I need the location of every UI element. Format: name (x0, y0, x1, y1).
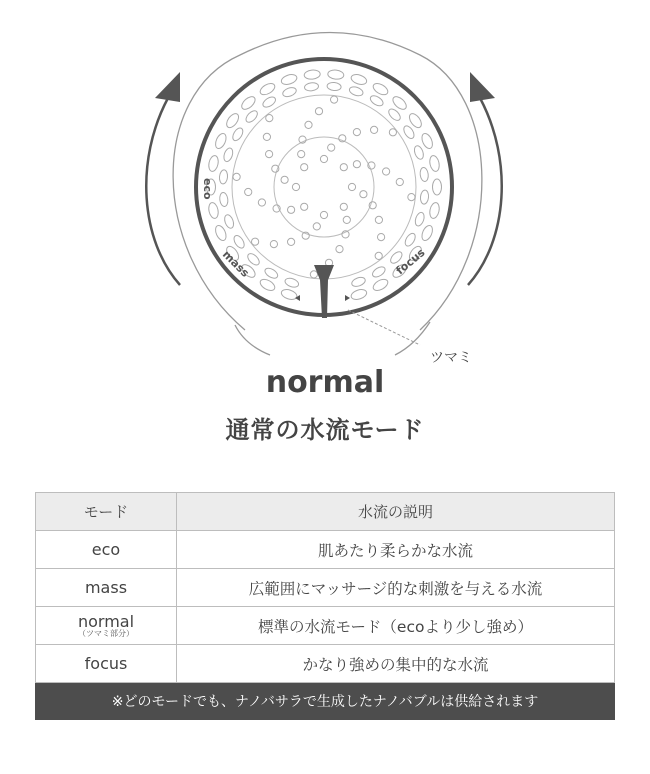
knob-leader-line (348, 310, 420, 345)
mode-subtitle: 通常の水流モード (225, 416, 425, 444)
nozzle (428, 155, 440, 173)
nozzle (310, 271, 317, 278)
nozzle (263, 133, 270, 140)
nozzle (331, 96, 338, 103)
nozzle (284, 277, 300, 289)
nozzle (408, 194, 415, 201)
nozzle (280, 73, 298, 87)
nozzle (222, 147, 234, 163)
nozzle (348, 85, 364, 97)
label-knob: ツマミ (430, 350, 472, 366)
nozzle (219, 192, 229, 207)
handle-outline-left (235, 325, 270, 355)
mode-subnote: （ツマミ部分） (78, 628, 134, 638)
mode-cell: mass (36, 569, 177, 607)
nozzle (298, 151, 305, 158)
nozzle (350, 288, 368, 302)
nozzle (428, 202, 440, 220)
nozzle (420, 190, 429, 205)
inner-ring-2 (274, 137, 374, 237)
nozzle (383, 168, 390, 175)
nozzle (252, 238, 259, 245)
nozzle (282, 86, 298, 98)
nozzle (207, 202, 219, 220)
nozzle (258, 277, 276, 293)
rotate-left-arrow-icon (146, 98, 180, 285)
nozzle (270, 241, 277, 248)
nozzle (371, 265, 387, 279)
nozzle (263, 266, 279, 280)
label-mass: mass (219, 247, 252, 280)
nozzle (288, 238, 295, 245)
nozzle (301, 203, 308, 210)
nozzle (340, 203, 347, 210)
rotate-left-arrowhead-icon (155, 72, 180, 102)
mode-table-container (35, 492, 615, 720)
nozzle (231, 126, 245, 142)
nozzle (350, 73, 368, 87)
shower-head-illustration (0, 0, 650, 380)
nozzle (313, 223, 320, 230)
nozzle (371, 277, 389, 293)
nozzle (327, 69, 344, 80)
rotate-right-arrowhead-icon (470, 72, 495, 102)
nozzle (258, 81, 276, 97)
nozzle (261, 95, 277, 109)
nozzle (266, 151, 273, 158)
mode-cell (36, 607, 177, 645)
handle-outline-right (395, 322, 430, 355)
label-eco: eco (201, 178, 214, 200)
nozzle (315, 108, 322, 115)
nozzle (387, 107, 403, 123)
nozzle (420, 224, 435, 242)
nozzle (419, 167, 429, 182)
table-row (36, 645, 615, 683)
header-description: 水流の説明 (177, 493, 615, 531)
table-row (36, 607, 615, 645)
nozzle (348, 183, 355, 190)
nozzle (224, 111, 241, 129)
nozzle (246, 252, 262, 268)
mode-title: normal (265, 365, 385, 400)
nozzle (207, 155, 219, 173)
rotate-right-arrow-icon (468, 98, 502, 285)
nozzle (360, 191, 367, 198)
knob-right-arrow-icon (345, 295, 350, 301)
nozzle (320, 155, 327, 162)
nozzle (258, 199, 265, 206)
nozzle (389, 129, 396, 136)
nozzle (232, 234, 246, 250)
nozzle (266, 115, 273, 122)
header-mode: モード (36, 493, 177, 531)
nozzle (420, 132, 435, 150)
nozzle (351, 276, 367, 288)
nozzle (343, 216, 350, 223)
nozzle (281, 176, 288, 183)
nozzle (292, 183, 299, 190)
nozzle (396, 178, 403, 185)
mode-cell: eco (36, 531, 177, 569)
inner-ring-1 (232, 95, 416, 279)
nozzle (305, 121, 312, 128)
mode-table (35, 492, 615, 720)
description-cell: 広範囲にマッサージ的な刺激を与える水流 (177, 569, 615, 607)
table-note-row (36, 683, 615, 720)
nozzle (288, 206, 295, 213)
label-focus: focus (393, 245, 428, 278)
description-cell: かなり強めの集中的な水流 (177, 645, 615, 683)
table-row (36, 531, 615, 569)
nozzle (213, 224, 228, 242)
nozzle (280, 288, 298, 302)
nozzle (433, 179, 442, 195)
nozzle (340, 164, 347, 171)
table-note: ※どのモードでも、ナノバサラで生成したナノバブルは供給されます (36, 683, 615, 720)
nozzle (375, 252, 382, 259)
nozzle (414, 211, 426, 227)
nozzle (369, 94, 385, 108)
table-header-row (36, 493, 615, 531)
nozzle (328, 144, 335, 151)
nozzle (336, 246, 343, 253)
nozzle (219, 170, 228, 185)
nozzle (403, 232, 417, 248)
nozzle (378, 234, 385, 241)
mode-name: normal (77, 611, 135, 631)
nozzle (301, 164, 308, 171)
mode-cell: focus (36, 645, 177, 683)
nozzle (402, 124, 416, 140)
nozzle (353, 161, 360, 168)
knob-left-arrow-icon (295, 295, 300, 301)
nozzle (371, 126, 378, 133)
nozzle (223, 214, 235, 230)
nozzle (304, 69, 321, 80)
nozzle (413, 145, 425, 161)
nozzle (304, 82, 319, 92)
nozzle (371, 81, 389, 97)
description-cell: 肌あたり柔らかな水流 (177, 531, 615, 569)
nozzle (239, 94, 257, 111)
nozzle (320, 211, 327, 218)
nozzle (213, 132, 228, 150)
nozzle (353, 129, 360, 136)
nozzle (375, 216, 382, 223)
description-cell: 標準の水流モード（ecoより少し強め） (177, 607, 615, 645)
nozzle (233, 173, 240, 180)
nozzle (245, 188, 252, 195)
nozzle (327, 82, 342, 91)
nozzle (244, 109, 260, 125)
table-row (36, 569, 615, 607)
